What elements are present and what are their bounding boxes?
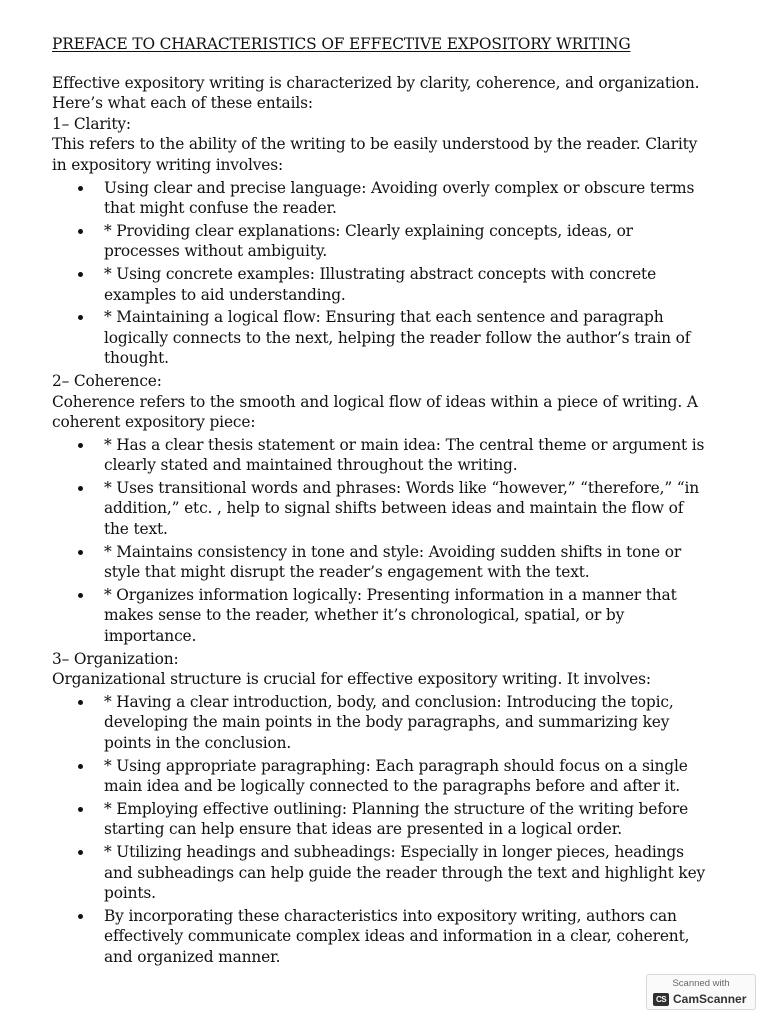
bullet-dot-icon: [78, 186, 83, 191]
bullet-dot-icon: [78, 700, 83, 705]
list-item: Using clear and precise language: Avoiding overly complex or obscure terms that might confuse the reader.: [104, 178, 712, 219]
bullet-list-clarity: [52, 178, 712, 369]
bullet-dot-icon: [78, 486, 83, 491]
bullet-dot-icon: [78, 914, 83, 919]
bullet-dot-icon: [78, 850, 83, 855]
list-item: * Has a clear thesis statement or main idea: The central theme or argument is clearly stated and maintained throughout the writing.: [104, 435, 712, 476]
watermark-brand: CamScanner: [673, 992, 747, 1006]
bullet-dot-icon: [78, 443, 83, 448]
watermark-caption: Scanned with: [672, 978, 730, 989]
watermark-brand-row: [653, 992, 746, 1006]
document-page: [52, 34, 712, 970]
section-heading-coherence: 2– Coherence:: [52, 371, 162, 390]
list-item: * Using appropriate paragraphing: Each paragraph should focus on a single main idea and be logically connected to the paragraphs before and after it.: [104, 756, 712, 797]
section-heading-organization: 3– Organization:: [52, 649, 179, 668]
list-item: * Employing effective outlining: Planning the structure of the writing before starting can help ensure that ideas are presented in a logical order.: [104, 799, 712, 840]
list-item: * Uses transitional words and phrases: Words like “however,” “therefore,” “in addition,” etc. , help to signal shifts between ideas and maintain the flow of the text.: [104, 478, 712, 540]
intro-paragraph: Effective expository writing is characterized by clarity, coherence, and organization. Here’s what each of these entails:: [52, 73, 700, 113]
bullet-dot-icon: [78, 272, 83, 277]
list-item: * Maintaining a logical flow: Ensuring that each sentence and paragraph logically connects to the next, helping the reader follow the author’s train of thought.: [104, 307, 712, 369]
list-item: * Organizes information logically: Presenting information in a manner that makes sense to the reader, whether it’s chronological, spatial, or by importance.: [104, 585, 712, 647]
list-item: By incorporating these characteristics into expository writing, authors can effectively communicate complex ideas and information in a clear, coherent, and organized manner.: [104, 906, 712, 968]
bullet-dot-icon: [78, 550, 83, 555]
list-item: * Utilizing headings and subheadings: Especially in longer pieces, headings and subheadings can help guide the reader through the text and highlight key points.: [104, 842, 712, 904]
bullet-list-organization: [52, 692, 712, 968]
list-item: * Providing clear explanations: Clearly explaining concepts, ideas, or processes without ambiguity.: [104, 221, 712, 262]
list-item: * Using concrete examples: Illustrating abstract concepts with concrete examples to aid understanding.: [104, 264, 712, 305]
list-item: * Maintains consistency in tone and style: Avoiding sudden shifts in tone or style that might disrupt the reader’s engagement with the text.: [104, 542, 712, 583]
section-description-coherence: Coherence refers to the smooth and logical flow of ideas within a piece of writing. A coherent expository piece:: [52, 392, 698, 432]
bullet-dot-icon: [78, 807, 83, 812]
section-description-clarity: This refers to the ability of the writing to be easily understood by the reader. Clarity in expository writing involves:: [52, 135, 698, 174]
bullet-dot-icon: [78, 229, 83, 234]
camscanner-logo-icon: CS: [653, 993, 669, 1006]
section-description-organization: Organizational structure is crucial for effective expository writing. It involves:: [52, 670, 651, 689]
bullet-dot-icon: [78, 593, 83, 598]
camscanner-watermark: [646, 974, 756, 1010]
document-title: PREFACE TO CHARACTERISTICS OF EFFECTIVE EXPOSITORY WRITING: [52, 35, 631, 53]
bullet-dot-icon: [78, 315, 83, 320]
section-heading-clarity: 1– Clarity:: [52, 114, 131, 133]
list-item: * Having a clear introduction, body, and conclusion: Introducing the topic, developing the main points in the body paragraphs, and summarizing key points in the conclusion.: [104, 692, 712, 754]
bullet-list-coherence: [52, 435, 712, 647]
bullet-dot-icon: [78, 764, 83, 769]
